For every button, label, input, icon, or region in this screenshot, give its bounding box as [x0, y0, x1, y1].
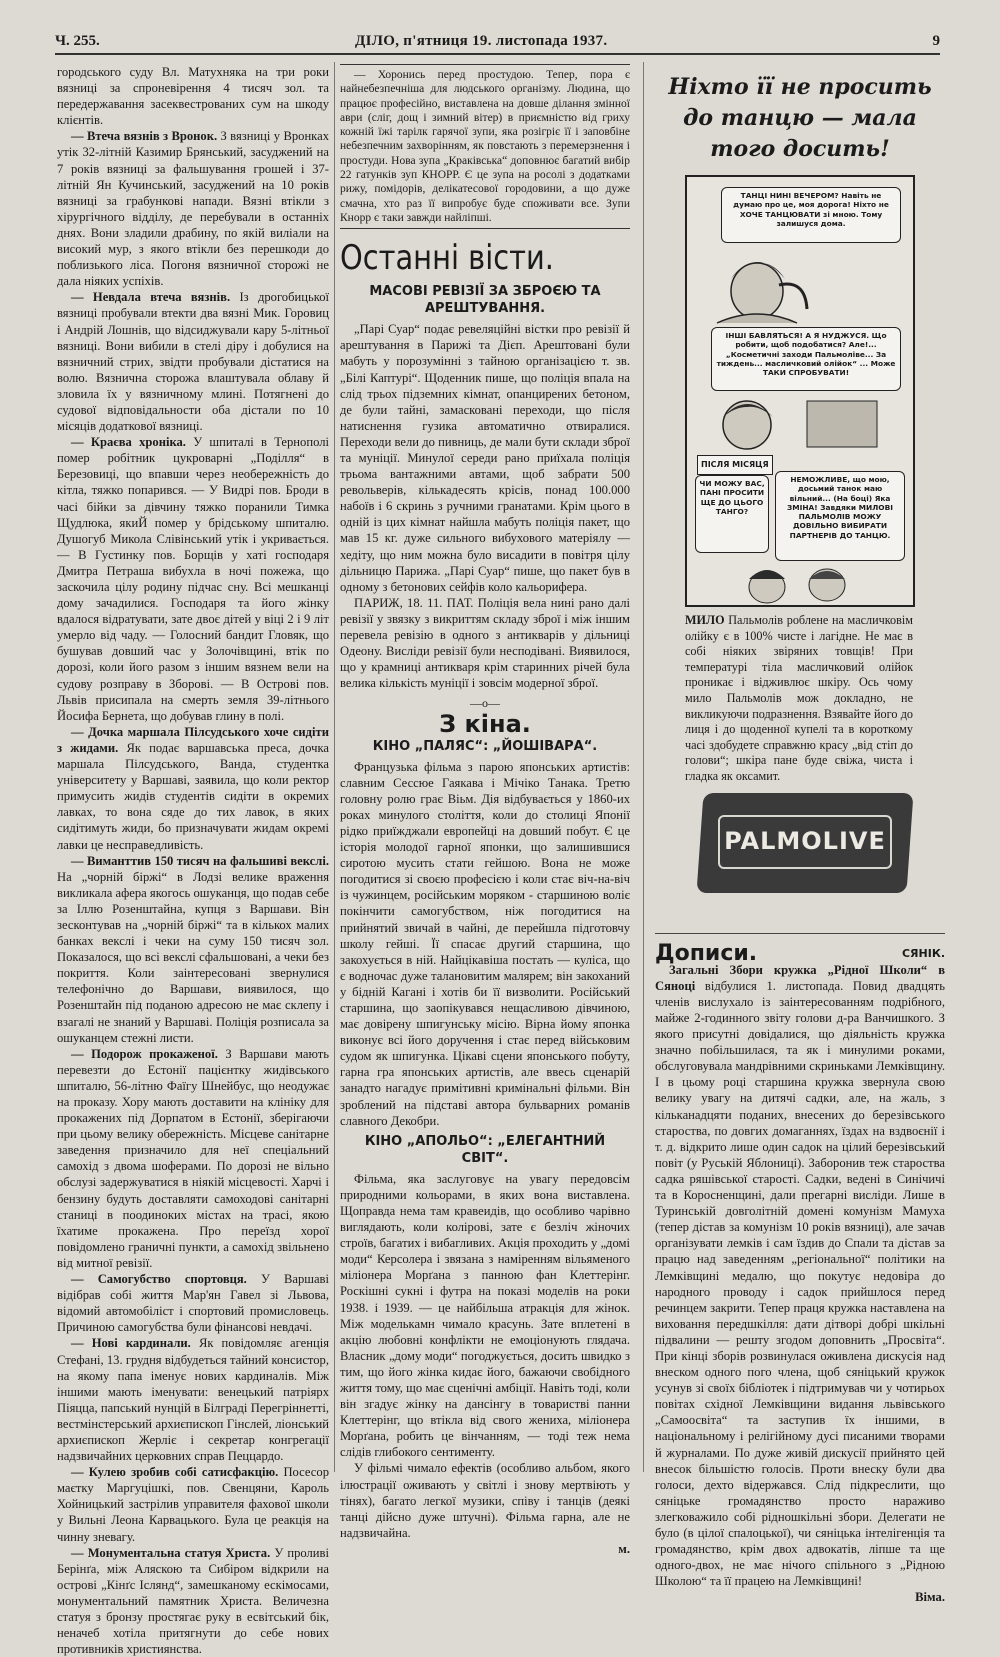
speech-bubble: ІНШІ БАВЛЯТЬСЯ! А Я НУДЖУСЯ. Що робити, щоб подобатися? Але!... „Косметичні заходи Пальмоліве... За тиждень... масличковий олійок“ ... Може ТАКИ СПРОБУВАТИ!	[711, 327, 901, 391]
paragraph: городського суду Вл. Матухняка на три роки вязниці за спроневірення 4 тисяч зол. та передержавання засеквестрованих сум на шкоду клієнтів.	[57, 65, 329, 128]
separator: —o—	[470, 696, 500, 711]
news-item: — Краєва хроніка. У шпиталі в Тернополі помер робітник цукроварні „Поділля“ в Березовиці, що впавши через необережність до кітла, тяжко попарився. — У Видрі пов. Броди в часі бійки за дівчину тяжко поранили Тимка Щудлюка, якиЙ помер у брідському шпиталю. Душогуб Микола Слівінський утік і укривається. — В Густинку пов. Борщів у хаті господаря Дмитра Петраша вибухла в ночі пожежа, що заскочила цілу родину підчас сну. Всі мешканці дому зачадилися. Господаря та його жінку вдалося відратувати, зате двоє дітей у віці 2 і 9 літ умерло від чаду. — Голосний бандит Гловяк, що бушував довший час у Золочівщині, втік по дорозі, коли його разом з іншим вязнем вели на судову розправу в Зборові. — В Острові пов. Львів присипала на смерть земля 39-літнього Йосифа Бернета, що добував глину в полі.	[57, 435, 329, 723]
news-item: — Невдала втеча вязнів. Із дрогобицької вязниці пробували втекти два вязні Мик. Горовиц і Андрій Лошнів, що відсиджували кару 5-літньої вязниці. Вони вибили в стелі діру і добулися на вязничний стрих, звідти пробували дістатися на волю. Вязнична сторожа влаштувала облаву й зловила їх у вязничному млині. Потягнені до судової відповідальности оба дістали по 10 місяців додаткової вязниці.	[57, 290, 329, 434]
woman-thinking-illustration	[687, 391, 913, 453]
masthead-date: ДІЛО, п'ятниця 19. листопада 1937.	[355, 33, 608, 49]
paragraph: „Парі Суар“ подає ревеляційні вістки про ревізії й арештування в Парижі та Дієп. Арештовані були мабуть у порозумінні з тайною організацією т. зв. „Білі Каптурі“. Щоденник пише, що поліція впала на слід трьох підземних кімнат, опанцирених бетоном, де були тайні, замасковані переходи, що після натиснення гузика автоматично отвиралися. Переходи вели до пивниць, де мали бути склади зброї та муніції. Минулої середи рано приїхала поліція трьома вантажними автами, щоб забрати 500 револьверів, кількадесять крісів, понад 100.000 набоїв і 6 скринь з ручними гранатами. Крім цього в одній із цих кімнат найшла мабуть поліція пакет, що мав 15 кг. дуже сильного вибухового матеріялу — хедіту, що ним можна було висадити в повітря цілу дільницю Парижа. „Парі Суар“ пише, що пакет був в одному з бетонових сейфів коло кальорифера.	[340, 322, 630, 594]
news-item: — Подорож прокаженої. З Варшави мають перевезти до Естонії пацієнтку жидівського шпиталю, 56-літню Фаїгу Шнейбус, що неодужає на проказу. Хору мають доставити на клініку для прокажених під Дорпатом в Естонії, зберігаючи при цьому велику обережність. Місцеве санітарне заведення призначило для неї спеціальний самохід з двома шоферами. По дорозі не вільно обслузі задержуватися в ніякій місцевості. Харчі і бензину будуть доставляти самоходові санітарні станиці в поодиноких містах на трасі, якою їхатиме прокажена. Про переїзд хорої повідомлено граничні пункти, а самохід звільнено від митної ревізії.	[57, 1046, 330, 1270]
page-number: 9	[932, 33, 940, 49]
cinema-section-title: З кіна.	[439, 709, 531, 738]
page-header	[55, 33, 940, 51]
author-signature: м.	[618, 1541, 630, 1556]
news-item: — Монументальна статуя Христа. У проливі Берінґа, між Аляскою та Сибіром відкрили на острові „Кінґс Іслянд“, замешканому ескімосами, монументальний памятник Христа. Величезна статуя з бронзу простягає руку в есвітський бік, неначеб хотіла притягнути до себе нових противників християнства.	[57, 1545, 329, 1657]
news-item: — Дочка маршала Пілсудського хоче сидіти з жидами. Як подає варшавська преса, дочка маршала Пілсудського, Ванда, студентка університету у Варшаві, заявила, що коли ректор примусить жидів студентів сидіти в окремих лавках, то вона сяде до тих лавок, в яких сидітимуть жиди, бо призначувати жидам окремі лавки це несправедливість.	[57, 724, 329, 852]
news-item: — Втеча вязнів з Вронок. З вязниці у Вронках утік 32-літній Казимир Брянський, засуджений на 7 років вязниці за фальшування грошей і 37-літній Ян Кучинський, засуджений на 10 років вязниці за грабункові напади. Вязні втікли з хірургічного відділу, де перебували в останніх днях. Вони зладили драбину, по якій виліали на високий мур, з якого втікли без перешкоди до поблизького ліса. Погоня вязничної сторожі не дала ніяких успіхів.	[57, 129, 329, 289]
paragraph: ПАРИЖ, 18. 11. ПАТ. Поліція вела нині рано далі ревізії у звязку з викриттям складу зброї і між іншим перевела ревізію в одного з антикварів у дільниці Одеону. Висліди ревізії були несподівані. Виявилося, що у крамниці антикваря крім старинних річей була велика кількість муніції і зовсім модерної зброї.	[340, 595, 630, 691]
palmolive-soap-illustration	[700, 793, 910, 893]
advert-body: МИЛО Пальмолів роблене на масличковім олійку є в 100% чисте і лагідне. Не має в собі ніяких звіряних товщів! При температурі тіла масличковий олійок проникає і відживлює шкіру. Ось чому мило Пальмолів мож докладно, не викликуючи подразнення. Взявайте його до лиця і до щоденної купелі та в короткому часі здобудете справжню красу „від стіп до голови“; шкіра пане буде свіжа, чиста і гладка як оксамит.	[685, 613, 913, 783]
column-divider	[643, 62, 644, 1472]
news-item: — Виманттив 150 тисяч на фальшиві векслі. На „чорній біржі“ в Лодзі велике враження викликала афера якогось ошуканця, що подав себе за Іллю Розенштайна, купця з Варшави. Він зесконтував на „чорній біржі“ та в кількох малих банках векслі і чеки на суму 150 тисяч зол. Показалося, що всі векслі сфальшовані, а чеки без покриття. Коли заінтересовані звернулися телефонічно до Варшави, виявилося, що Розенштайн під поданою адресою не має склепу і взагалі не знаний у Варшаві. Поліція розписала за ошуканцем стежні листи.	[57, 853, 329, 1045]
letters-section-title: Дописи.	[655, 933, 945, 962]
letter-place: СЯНІК.	[901, 946, 945, 960]
brand-logo: PALMOLIVE	[718, 815, 892, 869]
paragraph: Фільма, яка заслуговує на увагу передовсім природними кольорами, в яких вона виставлена. Щоправда нема там кравеидів, що особливо чарівно виглядають, коли колірові, зате є безліч жіночих строїв, багатих і вибагливих. Акція проходить у „домі моди“ Керсолера і звязана з наміренням вільяменого міліонера Морґана з панною фан Клеттерінг. Роскішні сукні і футра на показі моделів на роки 1938. і 1939. — це найбільша атракція для жінок. Між моделькамн чимало красунь. Зате вплетені в акцію любовні конфлікти не емоціонують глядача. Власник „дому моди“ погоджується, досить швидко з тим, що його жінка кидає його, бажаючи свобідного життя тому, що має сценічні амбіції. Навіть тоді, коли він згадує жінку на дансінгу в товаристві панни Клеттерінг, що втікла від свого жениха, міліонера Морґана, робить це вінчанням, — тоді теж нема слідів глибокого сентименту.	[340, 1171, 630, 1460]
header-rule	[55, 53, 940, 55]
letter-body: Загальні Збори кружка „Рідної Школи“ в Сяноці відбулися 1. листопада. Повид двадцять членів вислухало із заінтересованням подрібного, майже 2-годинного звіту голови д-ра Ванчишкого. З якого присутні довідалися, що діяльність кружка значно побільшилася, та як і минулими роками, обслуговувала мандрівними скриньками Лемківщину. І в цьому році старшина кружка звернула свою велику увагу на дитячі садки, але, на жаль, з кільканадцяти поданих, внесених до березівського староства, по довгих домаганнях, їздах на вздвоєнії і т. д. відкрито лише один садок на цілий березівський повіт (у Руській Яблониці). Заборонив теж староства садка ряшівської старості. Садки, ведені в Синічичі та в Коросненщині, дали прегарні висліди. Лише в Туринській довголітній домені комунізм Мамуха (тепер дістав за комунізм 10 років вязниці), але зачав організувати лемків і сам їздив до Спали та дістав за працю над заведенням „регіональної“ політики на Лемківщині медалю, що покутує недовіра до народного проводу і садок прийшлося перед речинцем закрити. Тепер праця кружка наставлена на виховання передшкілля: дати дітворі добрі шкільні підвалини — решту згодом доповнить „Просвіта“. При кінці зборів розвинулася оживлена дискусія над внеском одного пого члена, щоб сяніцький кружок усунув зі своїх бібліотек і підтримував чи у чотирьох повітах східної Лемківщини видання львівського „Самоосвіта“ та заступив їх іншими, в національному і релігійному дусі писаними творами й журналами. По дуже живій дискусії прийнято цей внесок більшістю голосів. Проти внеску були два голоси, дехто відержався. Слід підкреслити, що сяніцьке громадянство просто нараживо злегковажило собі рідношкільні збори. Делегати не було (в цілої спалоцької), чи сяніцька інтелігенція та громадянство, крім двох адвокатів, ліпше та ще одного-двох, не має нічого спільного з „Рідною Школою“ та її працею на Лемківщині!	[655, 962, 945, 1589]
paragraph: Французька фільма з парою японських артистів: славним Сессюе Гаякава і Мічіко Танака. Третю головну ролю грає Віьм. Дія відбувається у 1860-их роках минулого століття, коли до столиці Японії рідко приїжджали европейці на довший побут. Є це історія молодої гарної японки, що залишившися сиротою мусить стати гейшою. Вона не може погодитися зі своєю професією і коли стає віч-на-віч із чужинцем, російським моряком - старшиною воліє покінчити самогубством, ніж погодитися на прийнятий звичай в чайні, де перейшла підготовчу школу гейші. Її спасає другий старшина, що закохується в ній. Найцікавіша постать — куліса, що є водночас дуже талановитим малярем; він закоханий у бідній Кагані і хотів би її визволити. Російський старшина, що заопікувався нещасливою дівчиною, має довірену шпигунську місію. Вірна йому японка виконує всі його доручення і стає перед військовим судом як шпигунка. Цікаві сцени японського побуту, гарна гра японських артистів, але ввесь сценарій занадто нагадує примітивні кримінальні фільми. Він зроблений на підставі автора бульварних романів славного Декобри.	[340, 759, 630, 1128]
news-item: — Нові кардинали. Як повідомляє агенція Стефані, 13. грудня відбудеться тайний консистор, на якому папа іменує нових кардиналів. Між іншими мають іменувати: венецький патріярх Піяцца, папський нунцій в Білграді Перегріннетті, вестмінстерський архиєпископ Гінслей, ліонський архиєпископ Жерліє і секретар конгрегації надзвичайних церковних справ Пеццардо.	[57, 1336, 329, 1464]
dancing-couple-illustration	[687, 561, 913, 603]
article-subheadline: МАСОВІ РЕВІЗІЇ ЗА ЗБРОЄЮ ТА АРЕШТУВАННЯ.	[369, 284, 601, 317]
issue-number: Ч. 255.	[55, 33, 100, 49]
news-item: — Самогубство спортовця. У Варшаві відібрав собі життя Мар'ян Гавел зі Львова, відомий автомобіліст і спортовий промисловець. Причиною самогубства були фінансові невдачі.	[57, 1272, 329, 1335]
film-review-title: КІНО „АПОЛЬО“: „ЕЛЕГАНТНИЙ СВІТ“.	[364, 1133, 606, 1166]
advert-headline: Ніхто її не просить до танцю — мала того досить!	[668, 74, 932, 162]
film-review-title: КІНО „ПАЛЯС“: „ЙОШІВАРА“.	[372, 738, 598, 754]
column-local-news	[57, 64, 330, 1657]
section-headline: Останні вісти.	[340, 238, 554, 279]
panel-label: ПІСЛЯ МІСЯЦЯ	[697, 455, 773, 475]
news-item: — Кулею зробив собі сатисфакцію. Посесор маєтку Маргуцішкі, пов. Свенцяни, Кароль Хойницький застрілив управителя фахової школи у Вильні Леона Карвацького. Була це реакція на чинну зневагу.	[57, 1465, 329, 1544]
author-signature: Віма.	[915, 1590, 945, 1605]
speech-bubble: ТАНЦІ НИНІ ВЕЧЕРОМ? Навіть не думаю про це, моя дорога! Ніхто не ХОЧЕ ТАНЦЮВАТИ зі мною. Тому залишуся дома.	[721, 187, 901, 243]
knorr-notice: — Хоронись перед простудою. Тепер, пора є найнебезпечніша для людського організму. Людина, що працює професійно, виставлена на довше ділання змінної аври (сліг, дощ і зимний вітер) в приємністю від гриху кожній їжі тарілк гарячої зупи, яка розігріє її і заповбіне небезпечним захворінням, як повстають з перемерзнення і простуди. Нова зупа „Краківська“ доповнює багатий вибір 22 гатунків зуп КНОРР. Є це зупа на росолі з додатками рижу, помідорів, делікатесової городовини, а що дуже смачна, хто раз її випробує буде споживати все. Зупи Кнорр є таки завжди найліпші.	[340, 64, 630, 229]
woman-phone-illustration	[687, 239, 913, 323]
column-divider	[334, 62, 335, 1472]
speech-bubble: НЕМОЖЛИВЕ, що мою, досьмий танок маю вільний... (На боці) Яка ЗМІНА! Завдяки МИЛОВІ ПАЛЬМОЛІВ МОЖУ ДОВІЛЬНО ВИБИРАТИ ПАРТНЕРІВ ДО ТАНЦЮ.	[775, 471, 905, 561]
column-latest-news	[340, 64, 630, 1556]
comic-strip	[685, 175, 915, 607]
paragraph: У фільмі чимало ефектів (особливо альбом, якого ілюстрації оживають у світлі і знову мертвіють у тінях), багато легкої музики, співу і танців (деякі танці дійсно дуже штучні). Фільма гарна, але не надзвичайна.	[340, 1461, 630, 1540]
column-advert-and-letters	[655, 64, 945, 1605]
speech-bubble: ЧИ МОЖУ ВАС, ПАНІ ПРОСИТИ ЩЕ ДО ЦЬОГО ТАНГО?	[695, 475, 769, 553]
